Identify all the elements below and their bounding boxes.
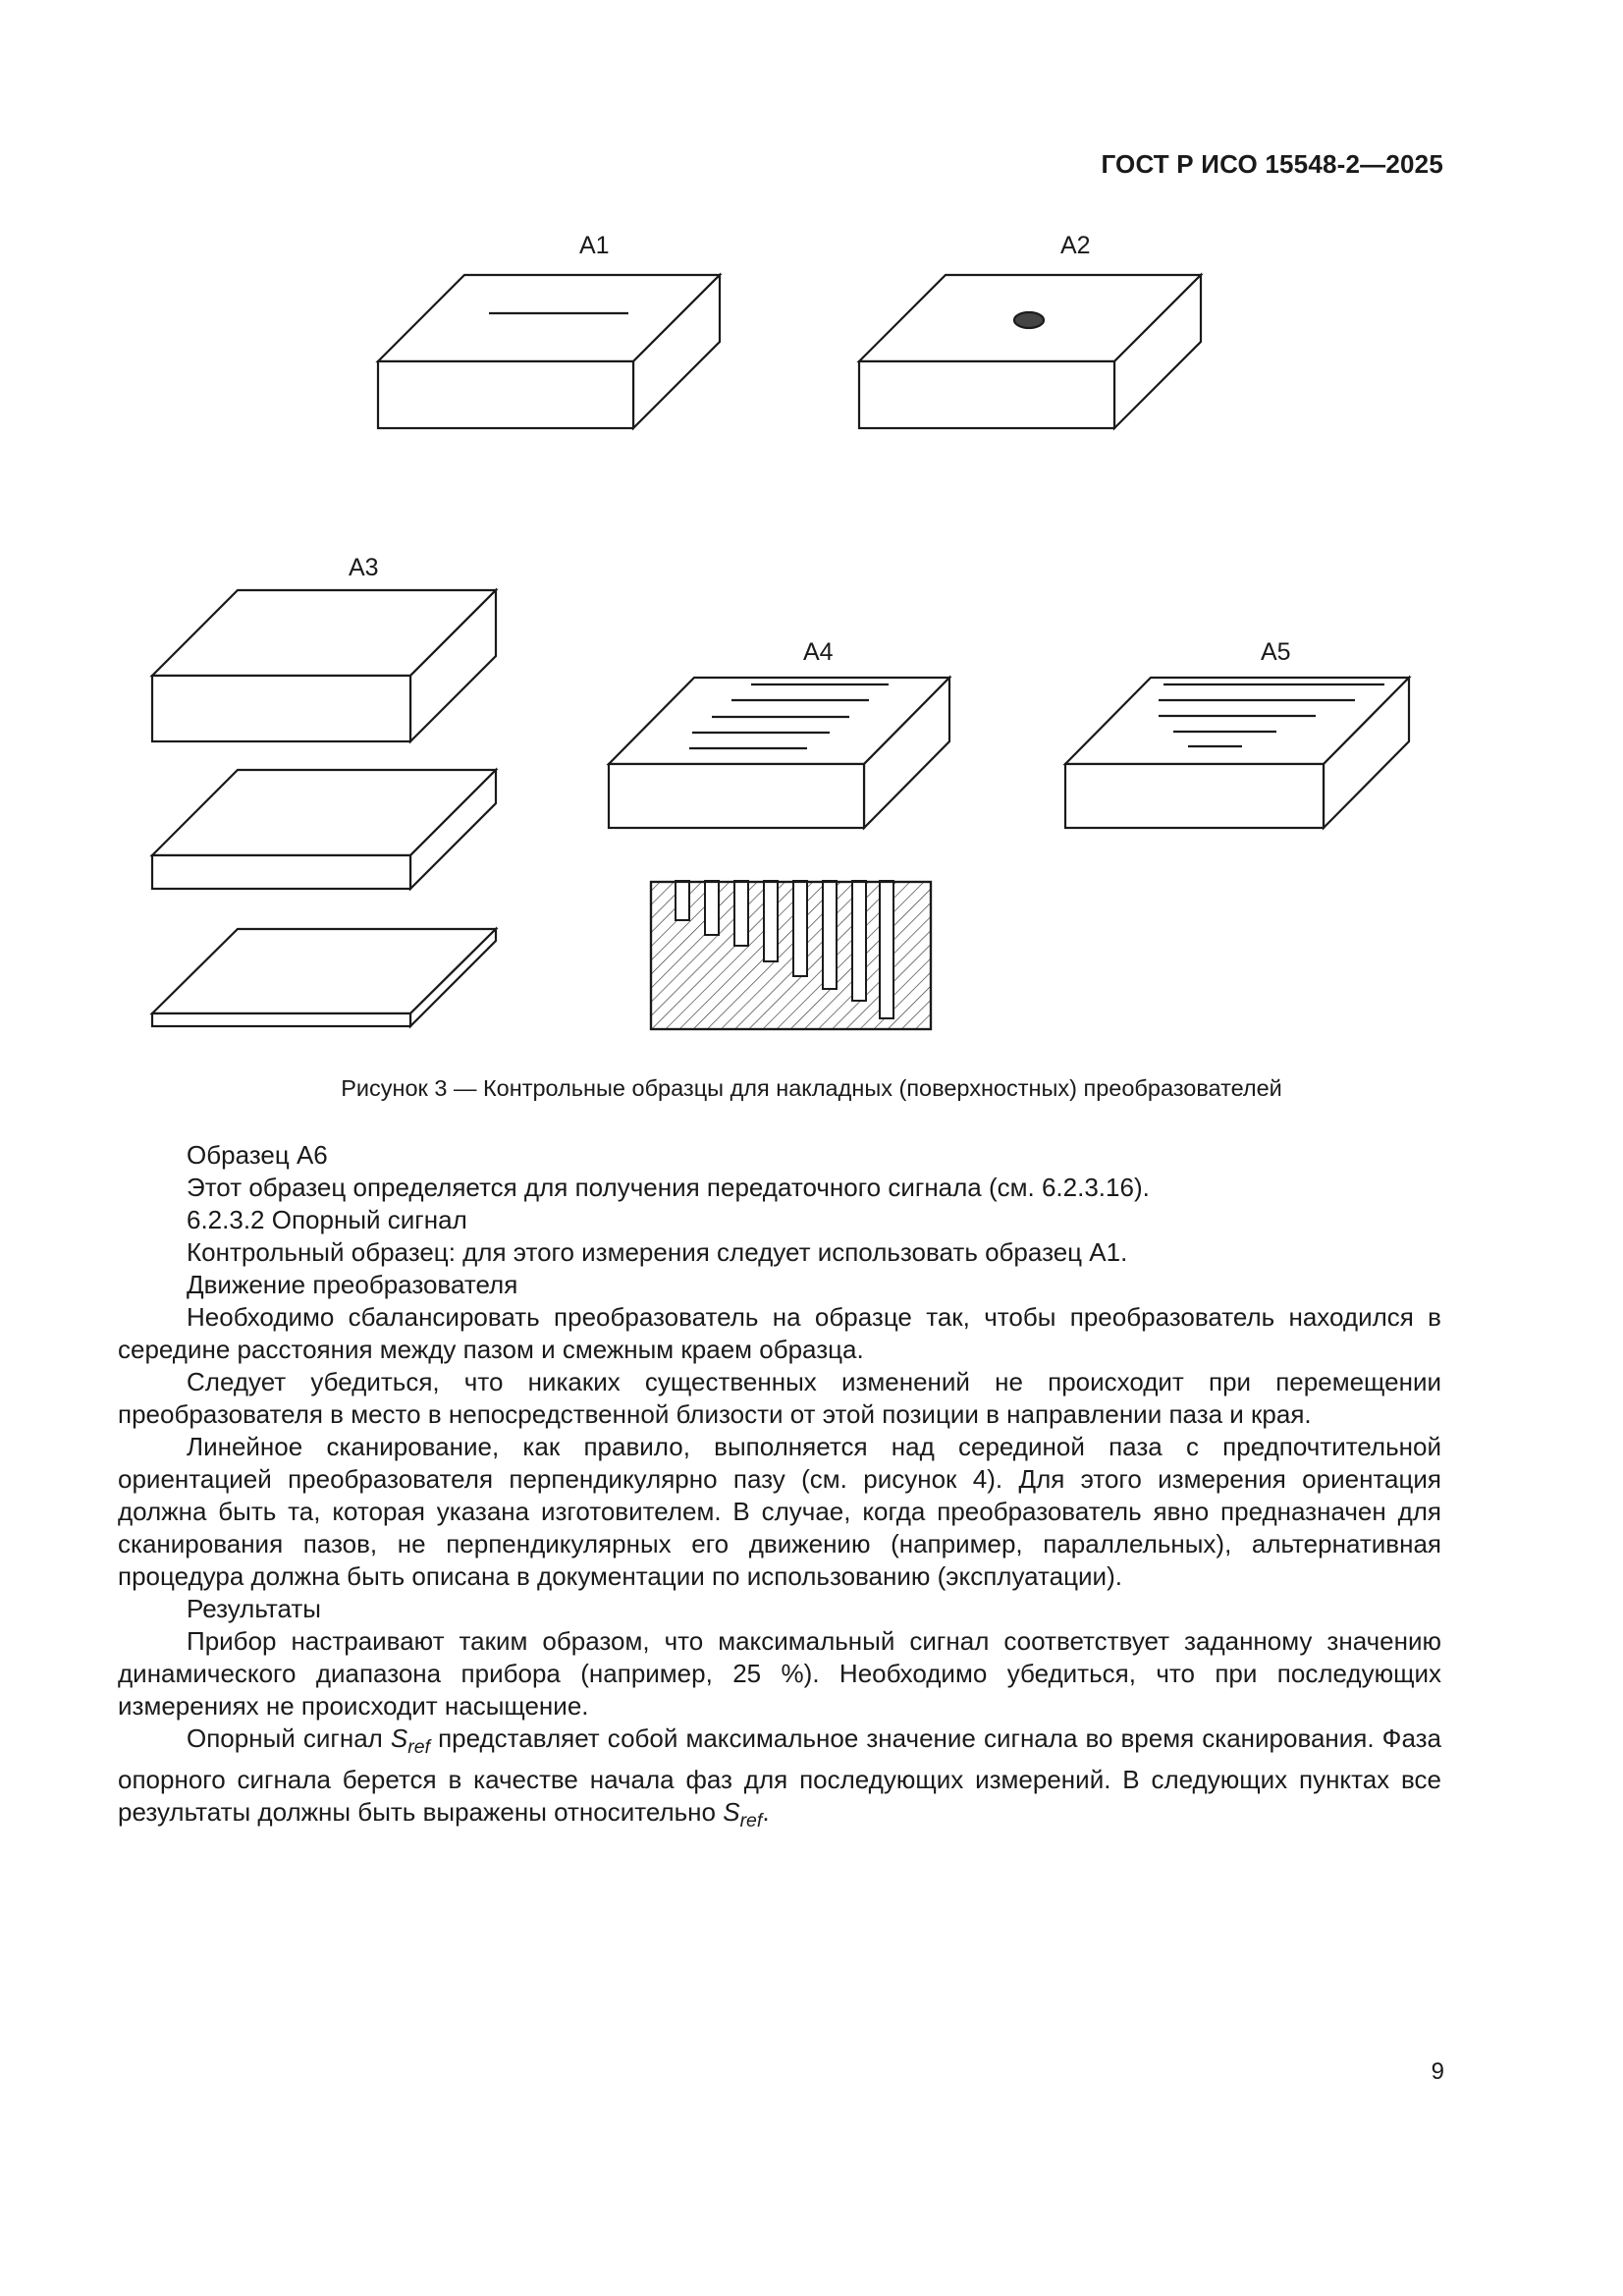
paragraph: Этот образец определяется для получения передаточного сигнала (см. 6.2.3.16).: [187, 1173, 1150, 1202]
figure-caption: Рисунок 3 — Контрольные образцы для накладных (поверхностных) преобразователей: [341, 1075, 1282, 1101]
label-a1: A1: [579, 232, 610, 259]
sample-a2: [859, 275, 1201, 428]
sample-a1: [378, 275, 720, 428]
sample-a4-cross-section: [651, 881, 931, 1029]
paragraph: Прибор настраивают таким образом, что максимальный сигнал соответствует заданному значению динамического диапазона прибора (например, 25 %). Необходимо убедиться, что при последующих измерениях не происходит насыщение.: [118, 1626, 1441, 1721]
sample-a3-middle: [152, 770, 496, 889]
document-header: ГОСТ Р ИСО 15548-2—2025: [1101, 149, 1443, 179]
section-heading: 6.2.3.2 Опорный сигнал: [187, 1205, 467, 1234]
body-text: [118, 1139, 1441, 1837]
sample-a5: [1065, 678, 1409, 828]
paragraph: Результаты: [187, 1594, 321, 1623]
paragraph: Следует убедиться, что никаких существенных изменений не происходит при перемещении преобразователя в место в непосредственной близости от этой позиции в направлении паза и края.: [118, 1367, 1441, 1429]
sample-a3-bottom: [152, 929, 496, 1026]
label-a4: A4: [803, 638, 834, 666]
paragraph-reference-signal: Опорный сигнал $S_{ref}$ представляет собой максимальное значение сигнала во время сканирования. Фаза опорного сигнала берется в качестве начала фаз для последующих измерений. В следующих пунктах все результаты должны быть выражены относительно $S_{ref}$.: [118, 1723, 1441, 1832]
page-number: 9: [1431, 2058, 1444, 2085]
symbol-s-ref: $S_{ref}$: [723, 1797, 763, 1832]
paragraph: Контрольный образец: для этого измерения следует использовать образец A1.: [187, 1237, 1128, 1267]
paragraph: Движение преобразователя: [187, 1270, 518, 1299]
hole-mark: [1014, 312, 1044, 328]
label-a5: A5: [1261, 638, 1291, 666]
label-a2: A2: [1060, 232, 1091, 259]
paragraph: Линейное сканирование, как правило, выполняется над серединой паза с предпочтительной ориентацией преобразователя перпендикулярно пазу (см. рисунок 4). Для этого измерения ориентация должна быть та, которая указана изготовителем. В случае, когда преобразователь явно предназначен для сканирования пазов, не перпендикулярных его движению (например, параллельных), альтернативная процедура должна быть описана в документации по использованию (эксплуатации).: [118, 1432, 1441, 1591]
paragraph: Необходимо сбалансировать преобразователь на образце так, чтобы преобразователь находился в середине расстояния между пазом и смежным краем образца.: [118, 1302, 1441, 1364]
label-a3: A3: [349, 554, 379, 581]
sample-a3-top: [152, 590, 496, 741]
symbol-s-ref: $S_{ref}$: [390, 1723, 431, 1759]
figure-3-reference-samples: [0, 0, 1623, 1061]
sample-a4: [609, 678, 949, 828]
paragraph: Образец A6: [187, 1140, 328, 1170]
